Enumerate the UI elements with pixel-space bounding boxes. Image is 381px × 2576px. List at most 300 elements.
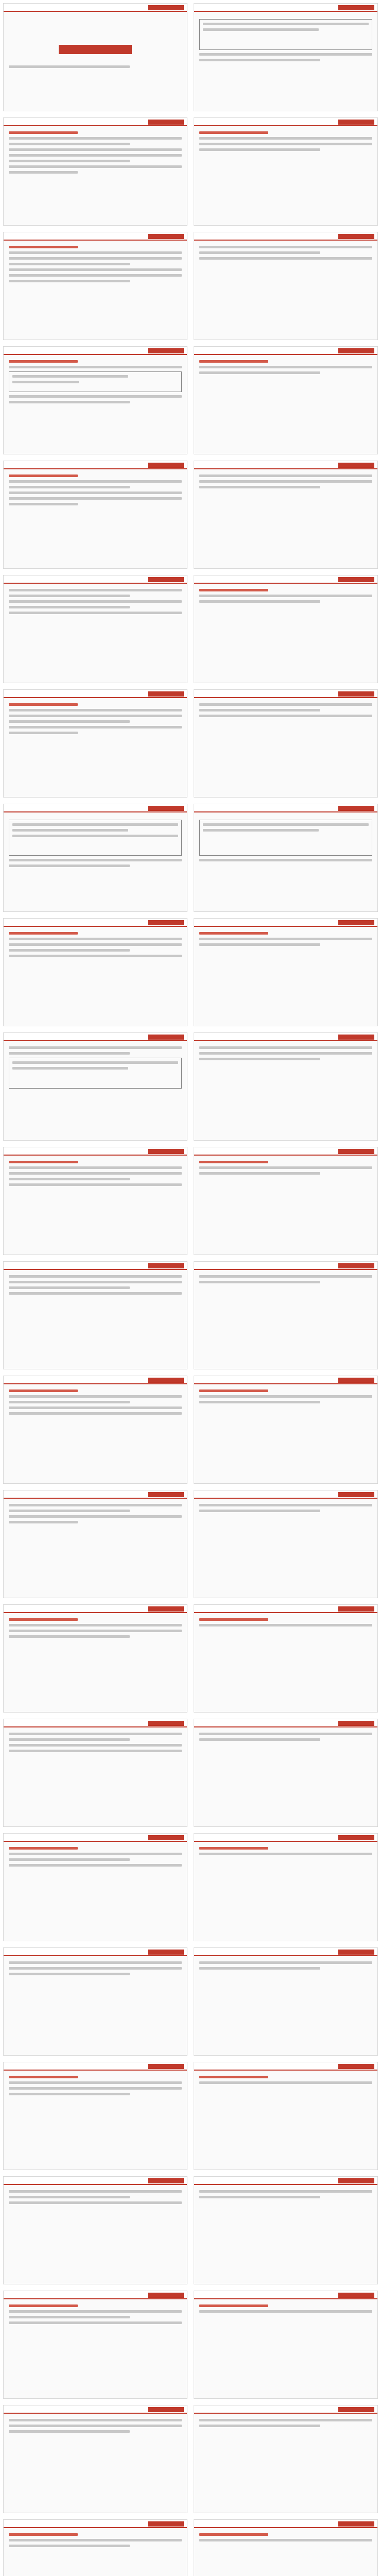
slide [194, 575, 378, 683]
text-line [9, 2093, 130, 2095]
text-line [9, 492, 182, 494]
text-line [199, 1847, 268, 1850]
text-line [9, 274, 182, 277]
slide-header [194, 461, 377, 469]
slide-header [194, 2520, 377, 2528]
slide-header-label [7, 5, 68, 10]
slide-header [194, 919, 377, 927]
right-column [190, 0, 381, 2576]
text-line [9, 1973, 130, 1975]
slide-header [194, 347, 377, 355]
slide-header-badge [148, 463, 184, 468]
slide [194, 1833, 378, 1941]
slide-header [194, 2405, 377, 2414]
slide-header [4, 118, 187, 126]
slide-header [194, 232, 377, 241]
slide [194, 2405, 378, 2513]
text-line [9, 246, 78, 248]
text-line [9, 263, 130, 265]
slide-header-badge [148, 2407, 184, 2412]
text-line [9, 131, 78, 134]
slide [3, 1604, 187, 1713]
text-line [199, 1738, 320, 1741]
text-line [9, 257, 182, 260]
text-line [199, 932, 268, 935]
text-line [199, 600, 320, 603]
text-line [9, 154, 182, 157]
slide-header [4, 232, 187, 241]
slide [194, 1147, 378, 1255]
table-box [199, 820, 372, 856]
text-line [9, 955, 182, 957]
text-line [9, 160, 130, 162]
slide-header [4, 461, 187, 469]
text-line [9, 366, 182, 368]
text-line [9, 703, 78, 706]
slide-header [4, 1262, 187, 1270]
slide-title [3, 3, 187, 111]
text-line [199, 371, 320, 374]
text-line [199, 480, 372, 483]
text-line [9, 1510, 130, 1512]
text-line [9, 943, 182, 946]
text-line [9, 1521, 78, 1523]
text-line [199, 1401, 320, 1403]
text-line [199, 2304, 268, 2307]
text-line [199, 148, 320, 151]
text-line [199, 2533, 268, 2536]
text-line [9, 1401, 130, 1403]
slide [3, 1833, 187, 1941]
slide [3, 689, 187, 798]
slide-header-badge [148, 234, 184, 239]
text-line [9, 1166, 182, 1169]
text-line [9, 1847, 78, 1850]
slide-header [194, 2291, 377, 2299]
text-line [9, 1624, 182, 1626]
text-line [199, 1275, 372, 1278]
slide-header [4, 2291, 187, 2299]
left-column [0, 0, 190, 2576]
slide-header-badge [338, 2293, 374, 2298]
text-line [9, 1750, 182, 1752]
slide [194, 1376, 378, 1484]
text-line [9, 1738, 130, 1741]
slide [3, 575, 187, 683]
text-line [9, 938, 182, 940]
text-line [199, 703, 372, 706]
slide-header [4, 804, 187, 812]
text-line [199, 1161, 268, 1163]
text-line [199, 1624, 372, 1626]
text-line [199, 1058, 320, 1060]
text-line [199, 2310, 372, 2313]
slide [3, 1376, 187, 1484]
text-line [9, 137, 182, 140]
slide-header-badge [148, 5, 184, 10]
text-line [9, 1275, 182, 1278]
slide-header-badge [148, 120, 184, 125]
text-line [9, 2425, 182, 2427]
text-line [9, 1389, 78, 1392]
text-line [9, 1183, 182, 1186]
text-line [9, 606, 130, 608]
slide-header [4, 2405, 187, 2414]
text-line [9, 2081, 182, 2084]
slide [194, 461, 378, 569]
slide-header [4, 1376, 187, 1384]
slide-header-badge [338, 2064, 374, 2069]
slide [3, 2519, 187, 2576]
text-line [12, 381, 79, 383]
slide [194, 1719, 378, 1827]
text-line [199, 595, 372, 597]
text-line [199, 709, 320, 711]
text-line [9, 726, 182, 728]
text-line [9, 1630, 182, 1632]
text-line [9, 1046, 182, 1049]
slide-header [194, 804, 377, 812]
text-line [199, 366, 372, 368]
text-line [9, 949, 130, 952]
slide [3, 2291, 187, 2399]
slide-header-badge [338, 348, 374, 353]
slide-header [194, 4, 377, 12]
text-line [9, 1967, 182, 1970]
slide-header [4, 690, 187, 698]
text-line [199, 53, 372, 56]
text-line [9, 486, 130, 488]
text-line [9, 143, 130, 145]
text-line [9, 1504, 182, 1506]
slide [3, 461, 187, 569]
slide [3, 918, 187, 1026]
text-line [9, 2190, 182, 2193]
text-line [9, 1858, 130, 1861]
slide [194, 804, 378, 912]
text-line [12, 1061, 178, 1064]
slide [3, 2176, 187, 2284]
slide-header-badge [148, 1149, 184, 1154]
slide [194, 1604, 378, 1713]
text-line [9, 859, 182, 861]
text-line [9, 715, 182, 717]
text-line [9, 503, 78, 505]
slide-header [194, 1033, 377, 1041]
slide-header-badge [148, 691, 184, 697]
text-line [9, 251, 182, 254]
slide-header-badge [338, 1721, 374, 1726]
slide-header-badge [148, 1378, 184, 1383]
text-line [199, 360, 268, 363]
slide-header-badge [338, 2521, 374, 2527]
slide-header [194, 690, 377, 698]
slide-header [4, 575, 187, 584]
slide [3, 1032, 187, 1141]
slide [3, 117, 187, 226]
slide-header [194, 1262, 377, 1270]
text-line [9, 1395, 182, 1398]
text-line [9, 1744, 182, 1747]
text-line [12, 835, 178, 837]
slide [194, 3, 378, 111]
slide [194, 2291, 378, 2399]
text-line [9, 395, 182, 398]
text-line [203, 823, 369, 826]
text-line [9, 2539, 182, 2541]
slide-header-badge [148, 2178, 184, 2183]
text-line [9, 595, 130, 597]
text-line [9, 1864, 182, 1867]
slide-header-badge [148, 1606, 184, 1612]
text-line [9, 2321, 182, 2324]
text-line [9, 165, 182, 168]
text-line [9, 268, 182, 271]
text-line [9, 2087, 182, 2090]
text-line [12, 1067, 128, 1070]
text-line [199, 2076, 268, 2078]
text-line [9, 709, 182, 711]
text-line [9, 1172, 182, 1175]
slide-header-badge [338, 120, 374, 125]
slide-header [4, 1605, 187, 1613]
text-line [9, 1161, 78, 1163]
text-line [199, 2419, 372, 2421]
slide-header [4, 1147, 187, 1156]
slide-header [4, 2177, 187, 2185]
text-line [9, 280, 130, 282]
text-line [199, 1389, 268, 1392]
text-line [199, 938, 372, 940]
text-line [9, 1515, 182, 1518]
title-banner [59, 45, 132, 54]
slide-header [4, 1834, 187, 1842]
slide [194, 117, 378, 226]
text-line [199, 2190, 372, 2193]
text-line [9, 589, 182, 591]
text-line [199, 1733, 372, 1735]
text-line [199, 2425, 320, 2427]
slide [3, 232, 187, 340]
slide [194, 2519, 378, 2576]
slide-header [194, 1147, 377, 1156]
text-line [199, 943, 320, 946]
text-line [203, 23, 369, 25]
slide-header-badge [338, 234, 374, 239]
slide [3, 1147, 187, 1255]
slide-header [194, 575, 377, 584]
text-line [9, 612, 182, 614]
slide [3, 1490, 187, 1598]
text-line [9, 1961, 182, 1964]
text-line [9, 2196, 130, 2198]
text-line [199, 1853, 372, 1855]
text-line [9, 1286, 130, 1289]
slide-header-badge [338, 1835, 374, 1840]
text-line [199, 1504, 372, 1506]
text-line [199, 715, 372, 717]
text-line [199, 1052, 372, 1055]
text-line [9, 932, 78, 935]
slide-header-badge [148, 1035, 184, 1040]
text-line [9, 2419, 182, 2421]
text-line [9, 1635, 130, 1638]
text-line [12, 375, 128, 378]
slide-header-badge [338, 1378, 374, 1383]
slide-header-badge [148, 1835, 184, 1840]
slide-header-badge [338, 1492, 374, 1497]
slide-header-badge [338, 806, 374, 811]
text-line [199, 1961, 372, 1964]
text-line [203, 829, 319, 832]
text-line [199, 257, 372, 260]
text-line [9, 2533, 78, 2536]
slide-header-badge [148, 1950, 184, 1955]
slide-header [4, 347, 187, 355]
slide [194, 346, 378, 454]
text-line [9, 474, 78, 477]
slide-header [194, 1376, 377, 1384]
text-line [199, 59, 320, 61]
text-line [199, 474, 372, 477]
text-line [199, 143, 372, 145]
slide [194, 1261, 378, 1369]
slide [3, 1719, 187, 1827]
text-line [9, 2201, 182, 2204]
text-line [199, 2539, 372, 2541]
slide [3, 346, 187, 454]
slide-header-badge [148, 2064, 184, 2069]
slide-header-badge [338, 5, 374, 10]
slide-header-badge [148, 2293, 184, 2298]
slide-header [194, 1490, 377, 1499]
slide-header [4, 1948, 187, 1956]
text-line [199, 131, 268, 134]
text-line [9, 2310, 182, 2313]
text-line [199, 1281, 320, 1283]
slide-header-badge [338, 1263, 374, 1268]
text-line [9, 2316, 130, 2318]
text-line [199, 486, 320, 488]
slide-header-badge [338, 1149, 374, 1154]
text-line [9, 1178, 130, 1180]
text-line [199, 1395, 372, 1398]
text-line [9, 1406, 182, 1409]
text-line [199, 2081, 372, 2084]
slide-header [194, 118, 377, 126]
text-line [9, 1618, 78, 1621]
slide [194, 1947, 378, 2056]
text-line [9, 1281, 182, 1283]
slide-header [194, 1605, 377, 1613]
slide-header [4, 919, 187, 927]
text-line [199, 1172, 320, 1175]
text-line [9, 720, 130, 723]
slide-header [194, 1834, 377, 1842]
slide-header-badge [338, 1950, 374, 1955]
text-line [9, 732, 78, 734]
text-line [199, 589, 268, 591]
text-line [9, 2304, 78, 2307]
text-line [12, 823, 178, 826]
slide [194, 1032, 378, 1141]
slide-header [4, 2520, 187, 2528]
text-box [199, 19, 372, 50]
text-line [199, 137, 372, 140]
slide [3, 1947, 187, 2056]
slide-header-badge [338, 2407, 374, 2412]
slide [194, 918, 378, 1026]
text-line [9, 600, 182, 603]
text-line [9, 401, 130, 403]
slide-header-badge [338, 577, 374, 582]
slide [194, 689, 378, 798]
slide-header-badge [338, 1035, 374, 1040]
slide-header-badge [338, 920, 374, 925]
text-line [199, 1046, 372, 1049]
slide-header-badge [148, 1492, 184, 1497]
text-line [199, 1618, 268, 1621]
text-box [9, 371, 182, 392]
slide-header-badge [338, 2178, 374, 2183]
text-line [9, 1853, 182, 1855]
slide-header-badge [148, 1721, 184, 1726]
text-line [199, 2196, 320, 2198]
text-line [9, 171, 78, 174]
text-line [9, 497, 182, 500]
text-line [9, 148, 182, 151]
slide-header [4, 1490, 187, 1499]
slide [3, 1261, 187, 1369]
slide-header-badge [338, 691, 374, 697]
slide-header [194, 2062, 377, 2071]
slide-header [194, 2177, 377, 2185]
text-line [199, 246, 372, 248]
text-line [199, 1510, 320, 1512]
slide [194, 2176, 378, 2284]
text-line [199, 1967, 320, 1970]
slide [194, 232, 378, 340]
slide [3, 2405, 187, 2513]
text-line [12, 829, 128, 832]
text-line [203, 28, 319, 31]
text-line [9, 65, 130, 68]
text-line [9, 2430, 130, 2433]
slide-header [194, 1719, 377, 1727]
table-box [9, 820, 182, 856]
slide-header [4, 1719, 187, 1727]
slide-header-badge [148, 1263, 184, 1268]
slide [194, 1490, 378, 1598]
slide-header [194, 1948, 377, 1956]
text-line [9, 2076, 78, 2078]
text-line [9, 1412, 182, 1415]
slide [194, 2062, 378, 2170]
text-line [9, 1052, 130, 1055]
slide-header [4, 2062, 187, 2071]
slide [3, 804, 187, 912]
slide-header [4, 1033, 187, 1041]
text-line [9, 480, 182, 483]
text-line [9, 865, 130, 867]
text-line [199, 1166, 372, 1169]
table-box [9, 1058, 182, 1089]
text-line [199, 859, 372, 861]
slide-header-badge [148, 348, 184, 353]
text-line [9, 2545, 130, 2547]
text-line [9, 1292, 182, 1295]
text-line [9, 360, 78, 363]
